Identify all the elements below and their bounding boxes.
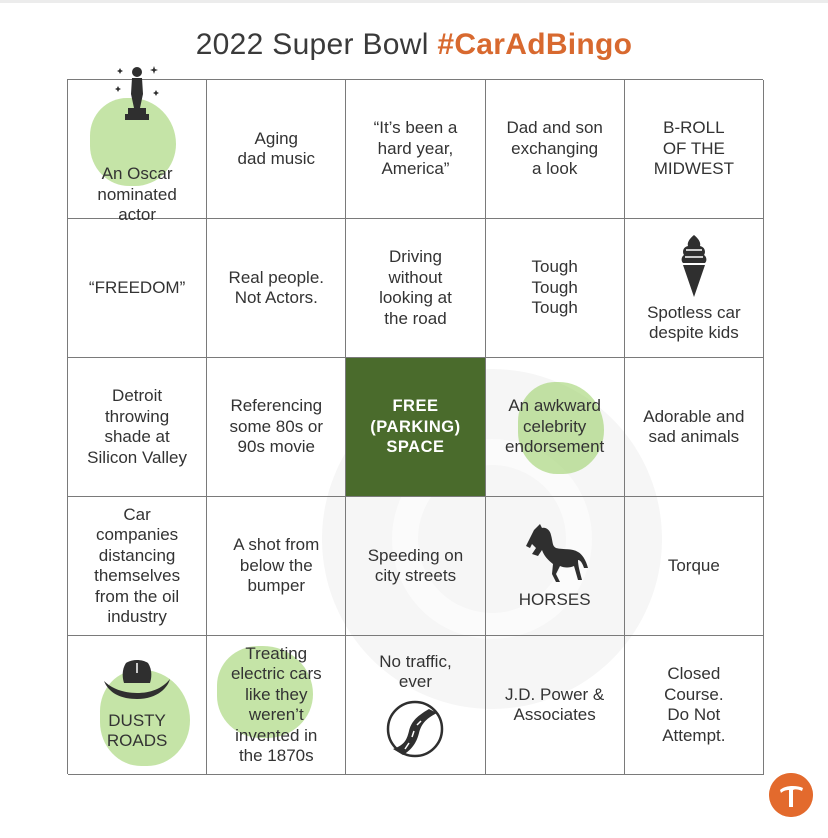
top-divider bbox=[0, 0, 828, 3]
cell-label: FREE (PARKING) SPACE bbox=[370, 397, 461, 457]
cell-label: An Oscar nominated actor bbox=[97, 164, 177, 225]
cell-label: Driving without looking at the road bbox=[379, 247, 452, 328]
bingo-cell[interactable] bbox=[346, 636, 485, 775]
cell-label: Closed Course. Do Not Attempt. bbox=[662, 664, 726, 745]
bingo-cell[interactable] bbox=[625, 219, 764, 358]
horse-icon bbox=[520, 522, 590, 584]
cell-label: Torque bbox=[667, 555, 720, 575]
bingo-cell[interactable] bbox=[486, 80, 625, 219]
ice-cream-cone-icon bbox=[679, 233, 709, 299]
cell-label: Adorable and sad animals bbox=[643, 406, 745, 446]
cell-label: DUSTY ROADS bbox=[106, 710, 168, 750]
cell-label: Referencing some 80s or 90s movie bbox=[229, 396, 324, 457]
bingo-board bbox=[67, 79, 763, 774]
cell-label: Car companies distancing themselves from the oil industry bbox=[94, 504, 181, 626]
title-hashtag: #CarAdBingo bbox=[437, 28, 633, 61]
bingo-cell[interactable] bbox=[625, 358, 764, 497]
bingo-cell[interactable] bbox=[68, 636, 207, 775]
cell-label: Dad and son exchanging a look bbox=[506, 118, 603, 179]
bingo-cell[interactable] bbox=[207, 80, 346, 219]
bingo-cell[interactable] bbox=[68, 219, 207, 358]
bingo-cell[interactable] bbox=[68, 497, 207, 636]
cell-label: HORSES bbox=[518, 589, 591, 609]
bingo-cell[interactable] bbox=[207, 497, 346, 636]
bingo-grid bbox=[67, 79, 763, 774]
cell-label: Treating electric cars like they weren’t invented in the 1870s bbox=[230, 643, 322, 765]
cowboy-hat-icon bbox=[102, 659, 172, 703]
cell-label: Aging dad music bbox=[237, 128, 316, 168]
cell-label: An awkward celebrity endorsement bbox=[505, 396, 605, 457]
bingo-cell[interactable] bbox=[68, 80, 207, 225]
winding-road-icon bbox=[385, 699, 445, 759]
page-title bbox=[0, 28, 828, 62]
bingo-cell[interactable] bbox=[207, 636, 346, 775]
cell-label: A shot from below the bumper bbox=[233, 535, 320, 596]
cell-label: J.D. Power & Associates bbox=[505, 684, 605, 724]
bingo-cell[interactable] bbox=[486, 219, 625, 358]
cell-label: Spotless car despite kids bbox=[647, 302, 741, 342]
bingo-cell[interactable] bbox=[625, 636, 764, 775]
bingo-cell[interactable] bbox=[207, 358, 346, 497]
bingo-cell[interactable] bbox=[486, 636, 625, 775]
cell-label: “FREEDOM” bbox=[88, 277, 186, 297]
cell-label: Real people. Not Actors. bbox=[228, 267, 325, 307]
bingo-cell[interactable] bbox=[486, 497, 625, 636]
cell-label: “It’s been a hard year, America” bbox=[373, 118, 458, 179]
cell-label: Speeding on city streets bbox=[367, 545, 464, 585]
free-space-cell[interactable] bbox=[346, 358, 485, 497]
bingo-cell[interactable] bbox=[486, 358, 625, 497]
cell-label: Tough Tough Tough bbox=[531, 257, 578, 318]
bingo-cell[interactable] bbox=[207, 219, 346, 358]
cell-label: Detroit throwing shade at Silicon Valley bbox=[87, 386, 188, 467]
cell-label: No traffic, ever bbox=[379, 651, 452, 691]
bingo-cell[interactable] bbox=[625, 80, 764, 219]
bingo-cell[interactable] bbox=[68, 358, 207, 497]
bingo-cell[interactable] bbox=[346, 219, 485, 358]
bingo-cell[interactable] bbox=[346, 497, 485, 636]
brand-logo-icon bbox=[769, 773, 813, 817]
title-prefix: 2022 Super Bowl bbox=[195, 28, 429, 61]
bingo-cell[interactable] bbox=[625, 497, 764, 636]
bingo-cell[interactable] bbox=[346, 80, 485, 219]
oscar-statue-icon bbox=[110, 64, 164, 130]
cell-label: B-ROLL OF THE MIDWEST bbox=[653, 118, 734, 179]
